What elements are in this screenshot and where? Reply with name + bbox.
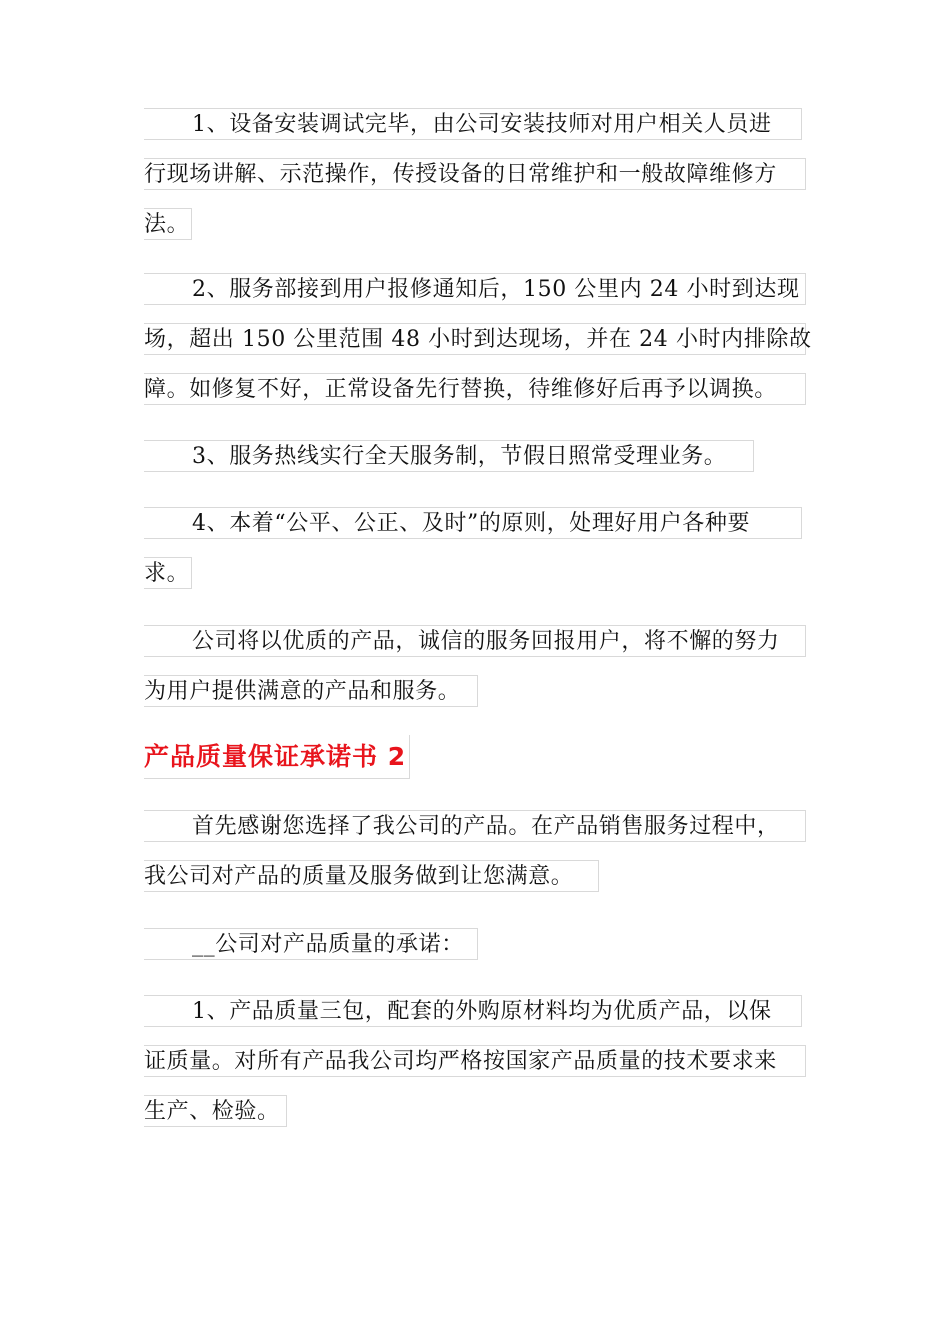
paragraph-line: 为用户提供满意的产品和服务。	[144, 675, 478, 707]
paragraph-line: 首先感谢您选择了我公司的产品。在产品销售服务过程中，	[144, 810, 806, 842]
paragraph-line: 证质量。对所有产品我公司均严格按国家产品质量的技术要求来	[144, 1045, 806, 1077]
paragraph-line: 公司将以优质的产品，诚信的服务回报用户，将不懈的努力	[144, 625, 806, 657]
paragraph-line: 求。	[144, 557, 192, 589]
paragraph-line: 4、本着“公平、公正、及时”的原则，处理好用户各种要	[144, 507, 802, 539]
section-heading: 产品质量保证承诺书 2	[144, 735, 410, 779]
paragraph-line: 场，超出 150 公里范围 48 小时到达现场，并在 24 小时内排除故	[144, 323, 806, 355]
paragraph-line: 我公司对产品的质量及服务做到让您满意。	[144, 860, 599, 892]
paragraph-line: 障。如修复不好，正常设备先行替换，待维修好后再予以调换。	[144, 373, 806, 405]
paragraph-line: 法。	[144, 208, 192, 240]
paragraph-line: 3、服务热线实行全天服务制，节假日照常受理业务。	[144, 440, 754, 472]
paragraph-line: 1、设备安装调试完毕，由公司安装技师对用户相关人员进	[144, 108, 802, 140]
paragraph-line: __公司对产品质量的承诺：	[144, 928, 478, 960]
paragraph-line: 行现场讲解、示范操作，传授设备的日常维护和一般故障维修方	[144, 158, 806, 190]
paragraph-line: 1、产品质量三包，配套的外购原材料均为优质产品，以保	[144, 995, 802, 1027]
paragraph-line: 生产、检验。	[144, 1095, 287, 1127]
paragraph-line: 2、服务部接到用户报修通知后，150 公里内 24 小时到达现	[144, 273, 806, 305]
